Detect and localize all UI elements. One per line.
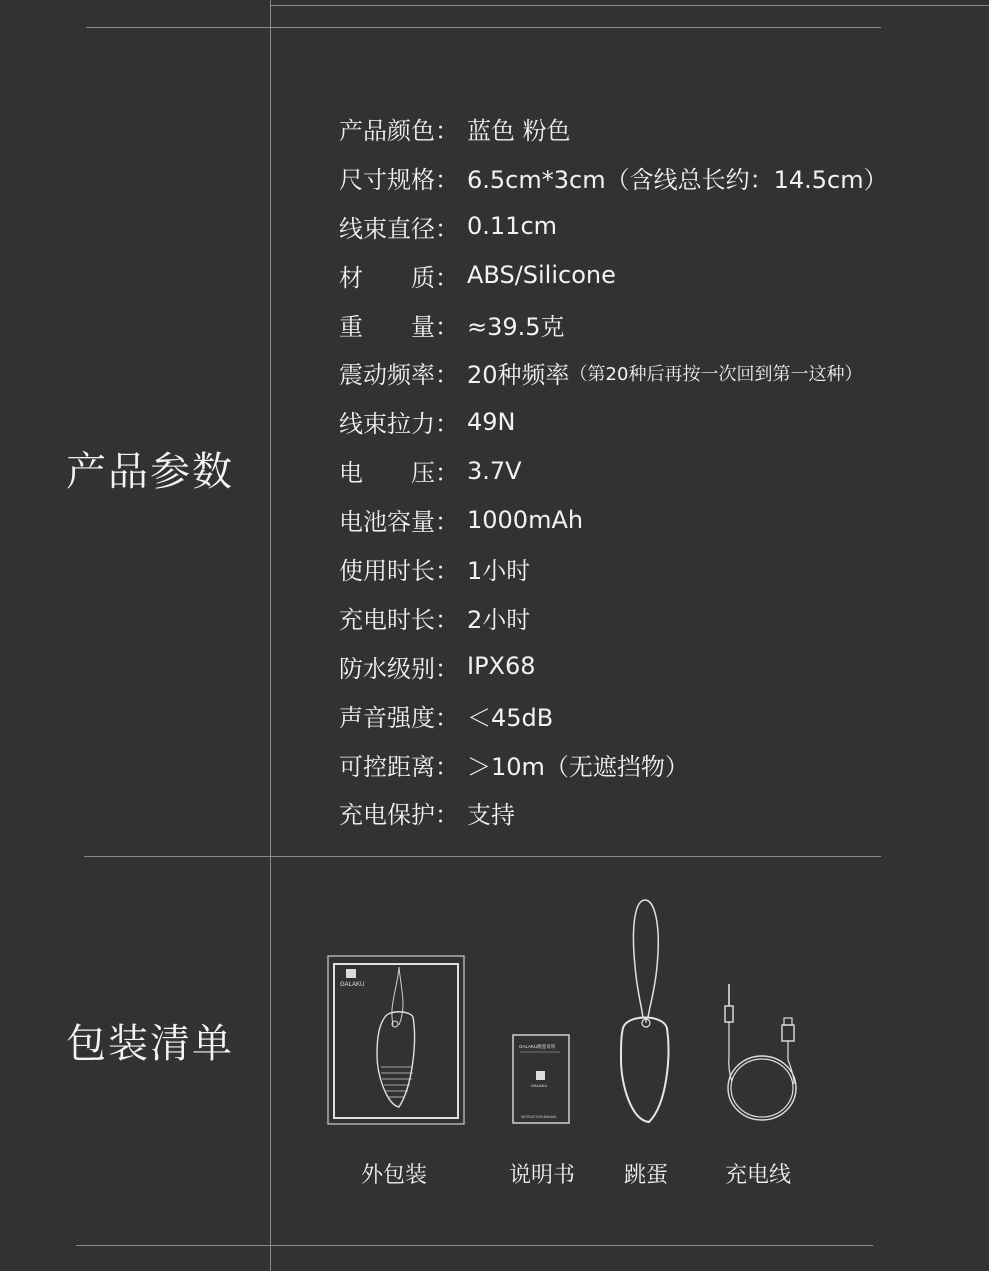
spec-label: 充电时长： (339, 605, 459, 634)
spec-row (339, 300, 888, 349)
spec-row (339, 788, 888, 837)
spec-row (339, 251, 888, 300)
spec-label: 充电保护： (339, 801, 459, 830)
spec-label: 声音强度： (339, 703, 459, 732)
manual-footer: INSTRUCTION MANUAL (521, 1115, 557, 1119)
spec-value: 2小时 (467, 605, 531, 634)
spec-value: 6.5cm*3cm（含线总长约：14.5cm） (467, 165, 888, 194)
spec-value: 49N (467, 407, 516, 436)
spec-value: ABS/Silicone (467, 261, 616, 290)
spec-label: 线束拉力： (339, 410, 459, 439)
spec-list (339, 104, 888, 837)
spec-row (339, 642, 888, 691)
spec-label: 防水级别： (339, 654, 459, 683)
spec-label: 产品颜色： (339, 116, 459, 145)
spec-row (339, 446, 888, 495)
egg-label: 跳蛋 (623, 1163, 668, 1188)
spec-value: ＞10m（无遮挡物） (467, 752, 689, 781)
spec-row (339, 202, 888, 251)
spec-value: ≈39.5克 (467, 312, 565, 341)
spec-note: （第20种后再按一次回到第一这种） (569, 363, 863, 385)
outer-box-icon (327, 955, 467, 1127)
egg-icon (615, 896, 675, 1128)
spec-value: 支持 (467, 801, 515, 830)
spec-row (339, 544, 888, 593)
spec-value: 蓝色 粉色 (467, 116, 571, 145)
spec-label: 线束直径： (339, 214, 459, 243)
spec-label: 震动频率： (339, 361, 459, 390)
spec-row (339, 495, 888, 544)
spec-label: 重 量： (339, 312, 459, 341)
manual-header: GALAKU跳蛋说明 (519, 1044, 556, 1049)
brand-text: GALAKU (340, 982, 365, 988)
spec-row (339, 397, 888, 446)
spec-value: 0.11cm (467, 212, 558, 241)
spec-value: 3.7V (467, 456, 522, 485)
spec-row (339, 740, 888, 789)
spec-label: 电 压： (339, 459, 459, 488)
cable-label: 充电线 (724, 1163, 791, 1188)
cable-icon (718, 980, 808, 1130)
section-divider-bottom (76, 1245, 873, 1246)
spec-row (339, 153, 888, 202)
section-divider-middle (84, 856, 881, 857)
manual-icon (512, 1034, 572, 1126)
vertical-divider (270, 0, 271, 1271)
spec-value: IPX68 (467, 652, 536, 681)
spec-row (339, 691, 888, 740)
spec-value: 1小时 (467, 556, 531, 585)
spec-row (339, 348, 888, 397)
spec-label: 可控距离： (339, 752, 459, 781)
spec-row (339, 104, 888, 153)
spec-label: 电池容量： (339, 508, 459, 537)
spec-label: 尺寸规格： (339, 165, 459, 194)
manual-label: 说明书 (508, 1163, 575, 1188)
top-divider (271, 5, 989, 6)
outer-box-label: 外包装 (360, 1163, 427, 1188)
spec-value: 1000mAh (467, 505, 584, 534)
manual-brand: GALAKU (531, 1083, 548, 1088)
spec-label: 材 质： (339, 263, 459, 292)
spec-value: 20种频率 (467, 361, 570, 390)
spec-row (339, 593, 888, 642)
spec-value: ＜45dB (467, 703, 554, 732)
product-params-title: 产品参数 (66, 449, 234, 495)
package-list-title: 包装清单 (66, 1021, 234, 1067)
section-divider-top (86, 27, 881, 28)
spec-label: 使用时长： (339, 556, 459, 585)
